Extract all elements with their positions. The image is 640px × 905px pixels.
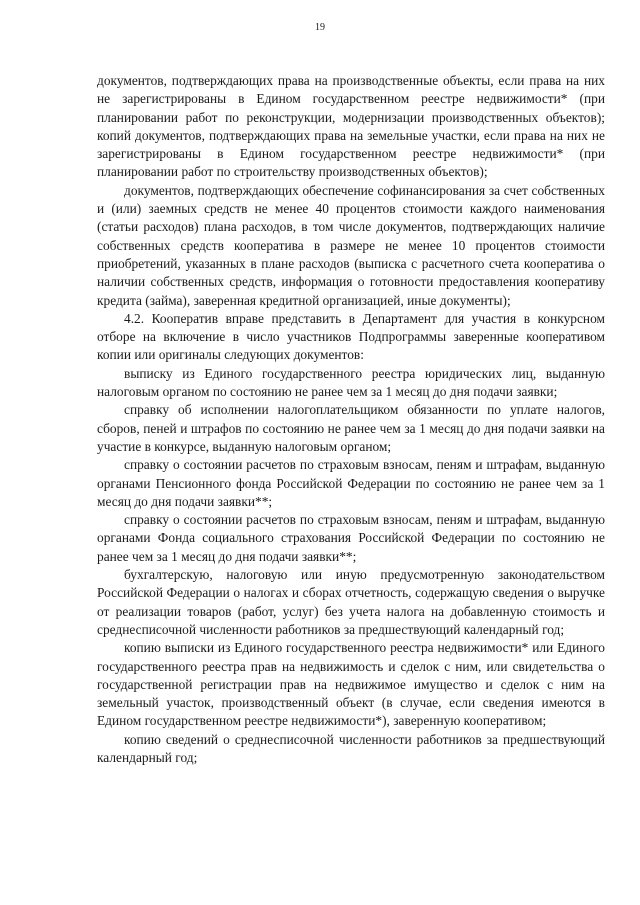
- paragraph-property-documents: документов, подтверждающих права на производственные объекты, если права на них не зарегистрированы в Едином государственном реестре недвижимости* (при планировании работ по реконструкции, модернизации производственных объектов); копий документов, подтверждающих права на земельные участки, если права на них не зарегистрированы в Едином государственном реестре недвижимости* (при планировании работ по строительству производственных объектов);: [97, 73, 605, 180]
- paragraph-cofinancing-documents: документов, подтверждающих обеспечение софинансирования за счет собственных и (или) заемных средств не менее 40 процентов стоимости каждого наименования (статьи расходов) плана расходов, в том числе документов, подтверждающих наличие собственных средств кооператива в размере не менее 10 процентов стоимости приобретений, указанных в плане расходов (выписка с расчетного счета кооператива о наличии собственных средств, информация о готовности предоставления кооперативу кредита (займа), заверенная кредитной организацией, иные документы);: [97, 182, 605, 308]
- paragraph-section-4-2: 4.2. Кооператив вправе представить в Департамент для участия в конкурсном отборе на включение в число участников Подпрограммы заверенные кооперативом копии или оригиналы следующих документов:: [97, 310, 605, 363]
- paragraph-headcount-info: копию сведений о среднесписочной численности работников за предшествующий календарный год;: [97, 731, 605, 765]
- page-body: [97, 72, 605, 767]
- paragraph-egrn-extract-copy: копию выписки из Единого государственного реестра недвижимости* или Единого государственного реестра прав на недвижимость и сделок с ним, или свидетельства о государственной регистрации прав на недвижимое имущество и сделок с ним на земельный участок, производственный объект (в случае, если сведения имеются в Едином государственном реестре недвижимости*), заверенную кооперативом;: [97, 640, 605, 729]
- paragraph-egrul-extract: выписку из Единого государственного реестра юридических лиц, выданную налоговым органом по состоянию не ранее чем за 1 месяц до дня подачи заявки;: [97, 365, 605, 400]
- paragraph-pension-fund-certificate: справку о состоянии расчетов по страховым взносам, пеням и штрафам, выданную органами Пенсионного фонда Российской Федерации по состоянию не ранее чем за 1 месяц до дня подачи заявки**;: [97, 457, 605, 509]
- paragraph-social-insurance-certificate: справку о состоянии расчетов по страховым взносам, пеням и штрафам, выданную органами Фонда социального страхования Российской Федерации по состоянию не ранее чем за 1 месяц до дня подачи заявки**;: [97, 512, 605, 564]
- paragraph-tax-certificate: справку об исполнении налогоплательщиком обязанности по уплате налогов, сборов, пеней и штрафов по состоянию не ранее чем за 1 месяц до дня подачи заявки на участие в конкурсе, выданную налоговым органом;: [97, 402, 605, 454]
- page-number: 19: [315, 22, 325, 33]
- paragraph-accounting-reports: бухгалтерскую, налоговую или иную предусмотренную законодательством Российской Федерации о налогах и сборах отчетность, содержащую сведения о выручке от реализации товаров (работ, услуг) без учета налога на добавленную стоимость и среднесписочной численности работников за предшествующий календарный год;: [97, 567, 605, 637]
